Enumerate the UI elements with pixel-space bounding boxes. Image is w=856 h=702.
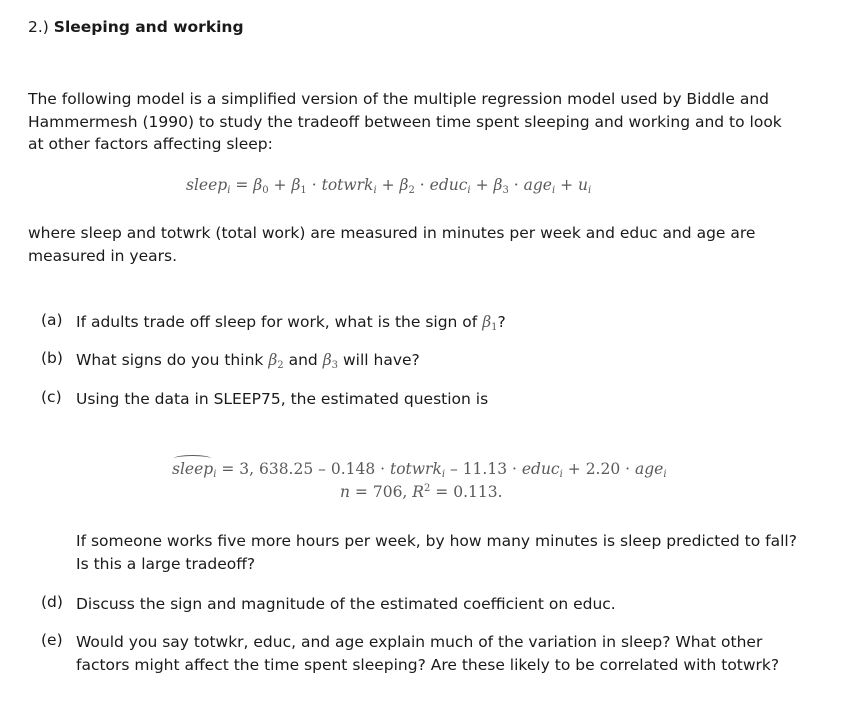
intro-line-3: at other factors affecting sleep: bbox=[28, 135, 273, 153]
item-c-label: (c) bbox=[41, 388, 62, 406]
section-number: 2.) bbox=[28, 18, 49, 36]
item-e-label: (e) bbox=[41, 631, 63, 649]
section-heading bbox=[28, 18, 244, 36]
where-line-1: where sleep and totwrk (total work) are measured in minutes per week and educ and age are bbox=[28, 224, 756, 242]
model-equation: sleep$_i$ = $\beta_0 + \beta_1$ · totwrk$_i$ + $\beta_2$ · educ$_i$ + $\beta_3 \cdot age_i + u_i$ bbox=[186, 176, 592, 196]
item-b-label: (b) bbox=[41, 349, 63, 367]
sleep-hat: sleep bbox=[172, 460, 214, 478]
item-d-label: (d) bbox=[41, 593, 63, 611]
item-a-label: (a) bbox=[41, 311, 63, 329]
item-c-followup-line-1: If someone works five more hours per week, by how many minutes is sleep predicted to fall? bbox=[76, 532, 797, 550]
where-line-2: measured in years. bbox=[28, 246, 178, 265]
intro-line-1: The following model is a simplified version of the multiple regression model used by Biddle and bbox=[28, 90, 769, 108]
intro-line-2: Hammermesh (1990) to study the tradeoff between time spent sleeping and working and to look bbox=[28, 112, 782, 131]
where-paragraph bbox=[28, 222, 788, 267]
intro-paragraph bbox=[28, 88, 788, 156]
item-d-text: Discuss the sign and magnitude of the estimated coefficient on educ. bbox=[76, 595, 616, 613]
item-c-followup-line-2: Is this a large tradeoff? bbox=[76, 554, 256, 573]
estimated-equation: sleep$_i$ = 3, 638.25 – 0.148 · totwrk$_i$ – 11.13 · educ$_i$ + 2.20 · age$_i$ bbox=[172, 460, 667, 480]
item-b-text: What signs do you think $\beta_2$ and $\beta_3$ will have? bbox=[76, 351, 420, 371]
item-c-text: Using the data in SLEEP75, the estimated question is bbox=[76, 390, 489, 408]
estimated-equation-stats: n = 706, $R^2 = 0.113$. bbox=[340, 483, 503, 501]
item-c-followup bbox=[76, 530, 796, 575]
item-e-text bbox=[76, 631, 796, 676]
section-title: Sleeping and working bbox=[53, 18, 244, 36]
item-a-text: If adults trade off sleep for work, what is the sign of $\beta_1$? bbox=[76, 313, 506, 333]
item-e-line-2: factors might affect the time spent sleeping? Are these likely to be correlated with totwrk? bbox=[76, 655, 780, 674]
item-e-line-1: Would you say totwkr, educ, and age explain much of the variation in sleep? What other bbox=[76, 633, 763, 651]
